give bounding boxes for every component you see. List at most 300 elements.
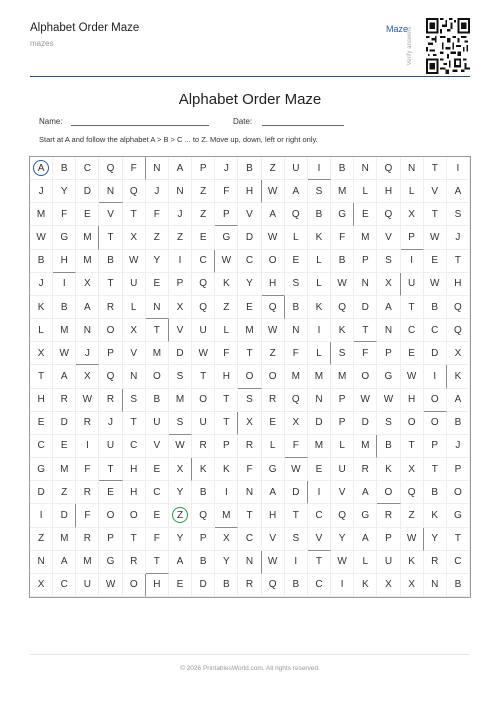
maze-cell[interactable]: [447, 412, 470, 435]
maze-cell[interactable]: [285, 296, 308, 319]
maze-cell[interactable]: [424, 319, 447, 342]
maze-cell[interactable]: [377, 551, 400, 574]
maze-cell[interactable]: [308, 481, 331, 504]
maze-cell[interactable]: [146, 180, 169, 203]
maze-cell[interactable]: [308, 504, 331, 527]
maze-cell[interactable]: [123, 226, 146, 249]
maze-cell[interactable]: [262, 319, 285, 342]
maze-cell[interactable]: [447, 203, 470, 226]
maze-cell[interactable]: [76, 412, 99, 435]
maze-cell[interactable]: [99, 412, 122, 435]
maze-cell[interactable]: [377, 203, 400, 226]
maze-cell[interactable]: [192, 203, 215, 226]
maze-cell[interactable]: [401, 504, 424, 527]
maze-cell[interactable]: [99, 319, 122, 342]
maze-cell[interactable]: [308, 435, 331, 458]
maze-cell[interactable]: [447, 435, 470, 458]
maze-cell[interactable]: [238, 273, 261, 296]
maze-cell[interactable]: [76, 273, 99, 296]
maze-cell[interactable]: [262, 551, 285, 574]
maze-cell[interactable]: [447, 250, 470, 273]
maze-grid[interactable]: [29, 156, 471, 598]
maze-cell[interactable]: [331, 342, 354, 365]
maze-cell[interactable]: [192, 226, 215, 249]
maze-cell[interactable]: [401, 319, 424, 342]
maze-cell[interactable]: [447, 226, 470, 249]
maze-cell[interactable]: [401, 389, 424, 412]
maze-cell[interactable]: [192, 528, 215, 551]
maze-cell[interactable]: [447, 319, 470, 342]
maze-cell[interactable]: [401, 273, 424, 296]
maze-cell[interactable]: [424, 412, 447, 435]
maze-cell[interactable]: [169, 296, 192, 319]
maze-cell[interactable]: [331, 574, 354, 597]
maze-cell[interactable]: [215, 180, 238, 203]
maze-cell[interactable]: [262, 180, 285, 203]
maze-cell[interactable]: [308, 528, 331, 551]
maze-cell[interactable]: [401, 180, 424, 203]
maze-cell[interactable]: [53, 342, 76, 365]
maze-cell[interactable]: [354, 273, 377, 296]
maze-cell[interactable]: [354, 180, 377, 203]
maze-cell[interactable]: [424, 157, 447, 180]
maze-cell[interactable]: [30, 504, 53, 527]
maze-cell[interactable]: [447, 458, 470, 481]
maze-cell[interactable]: [146, 389, 169, 412]
maze-cell[interactable]: [30, 435, 53, 458]
maze-cell[interactable]: [308, 319, 331, 342]
maze-cell[interactable]: [99, 250, 122, 273]
maze-cell[interactable]: [76, 250, 99, 273]
maze-cell[interactable]: [308, 296, 331, 319]
maze-cell[interactable]: [285, 481, 308, 504]
maze-cell[interactable]: [30, 342, 53, 365]
maze-cell[interactable]: [123, 551, 146, 574]
maze-cell[interactable]: [354, 319, 377, 342]
maze-cell[interactable]: [53, 551, 76, 574]
maze-cell[interactable]: [377, 180, 400, 203]
maze-cell[interactable]: [146, 226, 169, 249]
maze-cell[interactable]: [53, 574, 76, 597]
maze-cell[interactable]: [99, 365, 122, 388]
maze-cell[interactable]: [447, 574, 470, 597]
maze-cell[interactable]: [285, 528, 308, 551]
maze-cell[interactable]: [262, 296, 285, 319]
maze-cell[interactable]: [262, 574, 285, 597]
maze-cell[interactable]: [331, 389, 354, 412]
maze-cell[interactable]: [123, 504, 146, 527]
maze-cell[interactable]: [424, 226, 447, 249]
maze-cell[interactable]: [169, 226, 192, 249]
maze-cell[interactable]: [169, 389, 192, 412]
maze-cell[interactable]: [169, 319, 192, 342]
start-cell[interactable]: [30, 157, 53, 180]
maze-cell[interactable]: [192, 365, 215, 388]
maze-cell[interactable]: [331, 296, 354, 319]
maze-cell[interactable]: [192, 342, 215, 365]
maze-cell[interactable]: [76, 389, 99, 412]
maze-cell[interactable]: [76, 551, 99, 574]
maze-cell[interactable]: [377, 365, 400, 388]
maze-cell[interactable]: [123, 435, 146, 458]
date-field[interactable]: [262, 116, 344, 126]
maze-cell[interactable]: [146, 412, 169, 435]
maze-cell[interactable]: [331, 481, 354, 504]
maze-cell[interactable]: [447, 481, 470, 504]
maze-cell[interactable]: [331, 157, 354, 180]
maze-cell[interactable]: [308, 412, 331, 435]
maze-cell[interactable]: [308, 180, 331, 203]
maze-cell[interactable]: [53, 203, 76, 226]
maze-cell[interactable]: [30, 250, 53, 273]
maze-cell[interactable]: [331, 226, 354, 249]
maze-cell[interactable]: [262, 528, 285, 551]
maze-cell[interactable]: [146, 435, 169, 458]
maze-cell[interactable]: [76, 180, 99, 203]
maze-cell[interactable]: [331, 250, 354, 273]
maze-cell[interactable]: [169, 528, 192, 551]
maze-cell[interactable]: [285, 226, 308, 249]
maze-cell[interactable]: [308, 226, 331, 249]
maze-cell[interactable]: [146, 250, 169, 273]
maze-cell[interactable]: [76, 157, 99, 180]
maze-cell[interactable]: [53, 365, 76, 388]
maze-cell[interactable]: [401, 458, 424, 481]
maze-cell[interactable]: [331, 319, 354, 342]
maze-cell[interactable]: [447, 504, 470, 527]
maze-cell[interactable]: [331, 180, 354, 203]
maze-cell[interactable]: [354, 504, 377, 527]
maze-cell[interactable]: [262, 203, 285, 226]
maze-cell[interactable]: [354, 435, 377, 458]
maze-cell[interactable]: [99, 551, 122, 574]
maze-cell[interactable]: [76, 226, 99, 249]
maze-cell[interactable]: [401, 157, 424, 180]
maze-cell[interactable]: [238, 180, 261, 203]
maze-cell[interactable]: [192, 435, 215, 458]
maze-cell[interactable]: [123, 250, 146, 273]
maze-cell[interactable]: [76, 504, 99, 527]
maze-cell[interactable]: [308, 157, 331, 180]
maze-cell[interactable]: [123, 180, 146, 203]
maze-cell[interactable]: [308, 551, 331, 574]
maze-cell[interactable]: [447, 273, 470, 296]
maze-cell[interactable]: [53, 504, 76, 527]
maze-cell[interactable]: [354, 250, 377, 273]
maze-cell[interactable]: [424, 250, 447, 273]
maze-cell[interactable]: [146, 574, 169, 597]
maze-cell[interactable]: [146, 528, 169, 551]
maze-cell[interactable]: [308, 250, 331, 273]
maze-cell[interactable]: [354, 365, 377, 388]
maze-cell[interactable]: [99, 504, 122, 527]
maze-cell[interactable]: [262, 435, 285, 458]
maze-cell[interactable]: [331, 528, 354, 551]
maze-cell[interactable]: [30, 273, 53, 296]
maze-cell[interactable]: [30, 551, 53, 574]
maze-cell[interactable]: [123, 157, 146, 180]
maze-cell[interactable]: [169, 365, 192, 388]
maze-cell[interactable]: [169, 435, 192, 458]
maze-cell[interactable]: [238, 458, 261, 481]
maze-cell[interactable]: [424, 365, 447, 388]
maze-cell[interactable]: [331, 203, 354, 226]
maze-cell[interactable]: [76, 342, 99, 365]
maze-cell[interactable]: [377, 157, 400, 180]
maze-cell[interactable]: [377, 342, 400, 365]
maze-cell[interactable]: [285, 389, 308, 412]
maze-cell[interactable]: [377, 250, 400, 273]
maze-cell[interactable]: [262, 458, 285, 481]
maze-cell[interactable]: [262, 250, 285, 273]
maze-cell[interactable]: [238, 226, 261, 249]
maze-cell[interactable]: [99, 157, 122, 180]
maze-cell[interactable]: [99, 458, 122, 481]
maze-cell[interactable]: [285, 551, 308, 574]
maze-cell[interactable]: [238, 296, 261, 319]
maze-cell[interactable]: [331, 435, 354, 458]
maze-cell[interactable]: [76, 481, 99, 504]
maze-cell[interactable]: [354, 551, 377, 574]
maze-cell[interactable]: [262, 412, 285, 435]
maze-cell[interactable]: [146, 551, 169, 574]
maze-cell[interactable]: [331, 365, 354, 388]
maze-cell[interactable]: [285, 273, 308, 296]
maze-cell[interactable]: [215, 319, 238, 342]
maze-cell[interactable]: [354, 574, 377, 597]
maze-cell[interactable]: [76, 365, 99, 388]
maze-cell[interactable]: [30, 389, 53, 412]
maze-cell[interactable]: [215, 389, 238, 412]
maze-cell[interactable]: [377, 296, 400, 319]
maze-cell[interactable]: [99, 481, 122, 504]
maze-cell[interactable]: [53, 389, 76, 412]
maze-cell[interactable]: [262, 389, 285, 412]
maze-cell[interactable]: [285, 435, 308, 458]
maze-cell[interactable]: [238, 481, 261, 504]
maze-cell[interactable]: [123, 389, 146, 412]
maze-cell[interactable]: [308, 365, 331, 388]
maze-cell[interactable]: [192, 296, 215, 319]
maze-cell[interactable]: [123, 273, 146, 296]
maze-cell[interactable]: [238, 342, 261, 365]
maze-cell[interactable]: [30, 180, 53, 203]
maze-cell[interactable]: [447, 157, 470, 180]
maze-cell[interactable]: [99, 203, 122, 226]
category-link[interactable]: Maze: [385, 24, 408, 34]
maze-cell[interactable]: [285, 574, 308, 597]
maze-cell[interactable]: [354, 226, 377, 249]
maze-cell[interactable]: [238, 504, 261, 527]
maze-cell[interactable]: [424, 389, 447, 412]
maze-cell[interactable]: [53, 250, 76, 273]
maze-cell[interactable]: [354, 458, 377, 481]
maze-cell[interactable]: [146, 458, 169, 481]
maze-cell[interactable]: [308, 273, 331, 296]
maze-cell[interactable]: [30, 203, 53, 226]
maze-cell[interactable]: [354, 481, 377, 504]
maze-cell[interactable]: [192, 551, 215, 574]
maze-cell[interactable]: [123, 203, 146, 226]
maze-cell[interactable]: [238, 365, 261, 388]
maze-cell[interactable]: [215, 504, 238, 527]
maze-cell[interactable]: [53, 319, 76, 342]
maze-cell[interactable]: [53, 481, 76, 504]
maze-cell[interactable]: [99, 574, 122, 597]
maze-cell[interactable]: [192, 458, 215, 481]
maze-cell[interactable]: [238, 389, 261, 412]
maze-cell[interactable]: [285, 203, 308, 226]
maze-cell[interactable]: [354, 203, 377, 226]
maze-cell[interactable]: [308, 458, 331, 481]
maze-cell[interactable]: [285, 250, 308, 273]
maze-cell[interactable]: [238, 528, 261, 551]
maze-cell[interactable]: [424, 435, 447, 458]
maze-cell[interactable]: [285, 458, 308, 481]
maze-cell[interactable]: [308, 203, 331, 226]
maze-cell[interactable]: [169, 273, 192, 296]
maze-cell[interactable]: [354, 412, 377, 435]
maze-cell[interactable]: [447, 296, 470, 319]
maze-cell[interactable]: [215, 528, 238, 551]
maze-cell[interactable]: [215, 203, 238, 226]
maze-cell[interactable]: [308, 342, 331, 365]
maze-cell[interactable]: [169, 458, 192, 481]
maze-cell[interactable]: [377, 458, 400, 481]
maze-cell[interactable]: [262, 226, 285, 249]
maze-cell[interactable]: [169, 481, 192, 504]
maze-cell[interactable]: [354, 342, 377, 365]
maze-cell[interactable]: [123, 458, 146, 481]
maze-cell[interactable]: [192, 273, 215, 296]
maze-cell[interactable]: [424, 574, 447, 597]
maze-cell[interactable]: [215, 273, 238, 296]
maze-cell[interactable]: [30, 226, 53, 249]
maze-cell[interactable]: [30, 574, 53, 597]
maze-cell[interactable]: [53, 157, 76, 180]
maze-cell[interactable]: [285, 365, 308, 388]
maze-cell[interactable]: [30, 365, 53, 388]
maze-cell[interactable]: [30, 458, 53, 481]
maze-cell[interactable]: [192, 504, 215, 527]
maze-cell[interactable]: [30, 319, 53, 342]
maze-cell[interactable]: [192, 481, 215, 504]
maze-cell[interactable]: [262, 157, 285, 180]
maze-cell[interactable]: [331, 551, 354, 574]
maze-cell[interactable]: [53, 273, 76, 296]
maze-cell[interactable]: [99, 528, 122, 551]
maze-cell[interactable]: [123, 481, 146, 504]
maze-cell[interactable]: [123, 574, 146, 597]
maze-cell[interactable]: [99, 273, 122, 296]
maze-cell[interactable]: [354, 157, 377, 180]
maze-cell[interactable]: [146, 365, 169, 388]
maze-cell[interactable]: [424, 551, 447, 574]
maze-cell[interactable]: [238, 157, 261, 180]
maze-cell[interactable]: [401, 365, 424, 388]
maze-cell[interactable]: [123, 412, 146, 435]
maze-cell[interactable]: [192, 157, 215, 180]
maze-cell[interactable]: [331, 458, 354, 481]
maze-cell[interactable]: [99, 226, 122, 249]
maze-cell[interactable]: [401, 226, 424, 249]
maze-cell[interactable]: [424, 180, 447, 203]
maze-cell[interactable]: [76, 458, 99, 481]
maze-cell[interactable]: [377, 226, 400, 249]
maze-cell[interactable]: [76, 574, 99, 597]
maze-cell[interactable]: [146, 157, 169, 180]
maze-cell[interactable]: [215, 342, 238, 365]
maze-cell[interactable]: [377, 574, 400, 597]
maze-cell[interactable]: [238, 435, 261, 458]
maze-cell[interactable]: [447, 551, 470, 574]
maze-cell[interactable]: [99, 389, 122, 412]
maze-cell[interactable]: [401, 412, 424, 435]
maze-cell[interactable]: [76, 435, 99, 458]
maze-cell[interactable]: [377, 504, 400, 527]
maze-cell[interactable]: [401, 574, 424, 597]
maze-cell[interactable]: [99, 180, 122, 203]
maze-cell[interactable]: [169, 551, 192, 574]
maze-cell[interactable]: [424, 296, 447, 319]
maze-cell[interactable]: [238, 412, 261, 435]
qr-code-icon[interactable]: [426, 18, 470, 74]
maze-cell[interactable]: [331, 412, 354, 435]
maze-cell[interactable]: [169, 412, 192, 435]
maze-cell[interactable]: [377, 319, 400, 342]
maze-cell[interactable]: [53, 412, 76, 435]
maze-cell[interactable]: [146, 273, 169, 296]
maze-cell[interactable]: [238, 203, 261, 226]
maze-cell[interactable]: [53, 458, 76, 481]
maze-cell[interactable]: [285, 180, 308, 203]
maze-cell[interactable]: [215, 250, 238, 273]
maze-cell[interactable]: [53, 180, 76, 203]
maze-cell[interactable]: [53, 528, 76, 551]
maze-cell[interactable]: [447, 528, 470, 551]
maze-cell[interactable]: [331, 504, 354, 527]
maze-cell[interactable]: [215, 365, 238, 388]
maze-cell[interactable]: [169, 574, 192, 597]
maze-cell[interactable]: [192, 389, 215, 412]
maze-cell[interactable]: [169, 157, 192, 180]
maze-cell[interactable]: [447, 342, 470, 365]
maze-cell[interactable]: [262, 365, 285, 388]
maze-cell[interactable]: [447, 180, 470, 203]
maze-cell[interactable]: [215, 226, 238, 249]
maze-cell[interactable]: [146, 296, 169, 319]
maze-cell[interactable]: [401, 250, 424, 273]
maze-cell[interactable]: [401, 296, 424, 319]
maze-cell[interactable]: [238, 574, 261, 597]
maze-cell[interactable]: [169, 203, 192, 226]
maze-cell[interactable]: [123, 319, 146, 342]
maze-cell[interactable]: [377, 481, 400, 504]
maze-cell[interactable]: [424, 481, 447, 504]
maze-cell[interactable]: [215, 551, 238, 574]
maze-cell[interactable]: [354, 389, 377, 412]
maze-cell[interactable]: [424, 458, 447, 481]
maze-cell[interactable]: [146, 481, 169, 504]
maze-cell[interactable]: [262, 342, 285, 365]
name-field[interactable]: [71, 116, 209, 126]
maze-cell[interactable]: [238, 319, 261, 342]
maze-cell[interactable]: [401, 481, 424, 504]
maze-cell[interactable]: [238, 551, 261, 574]
maze-cell[interactable]: [401, 528, 424, 551]
maze-cell[interactable]: [285, 157, 308, 180]
maze-cell[interactable]: [354, 296, 377, 319]
